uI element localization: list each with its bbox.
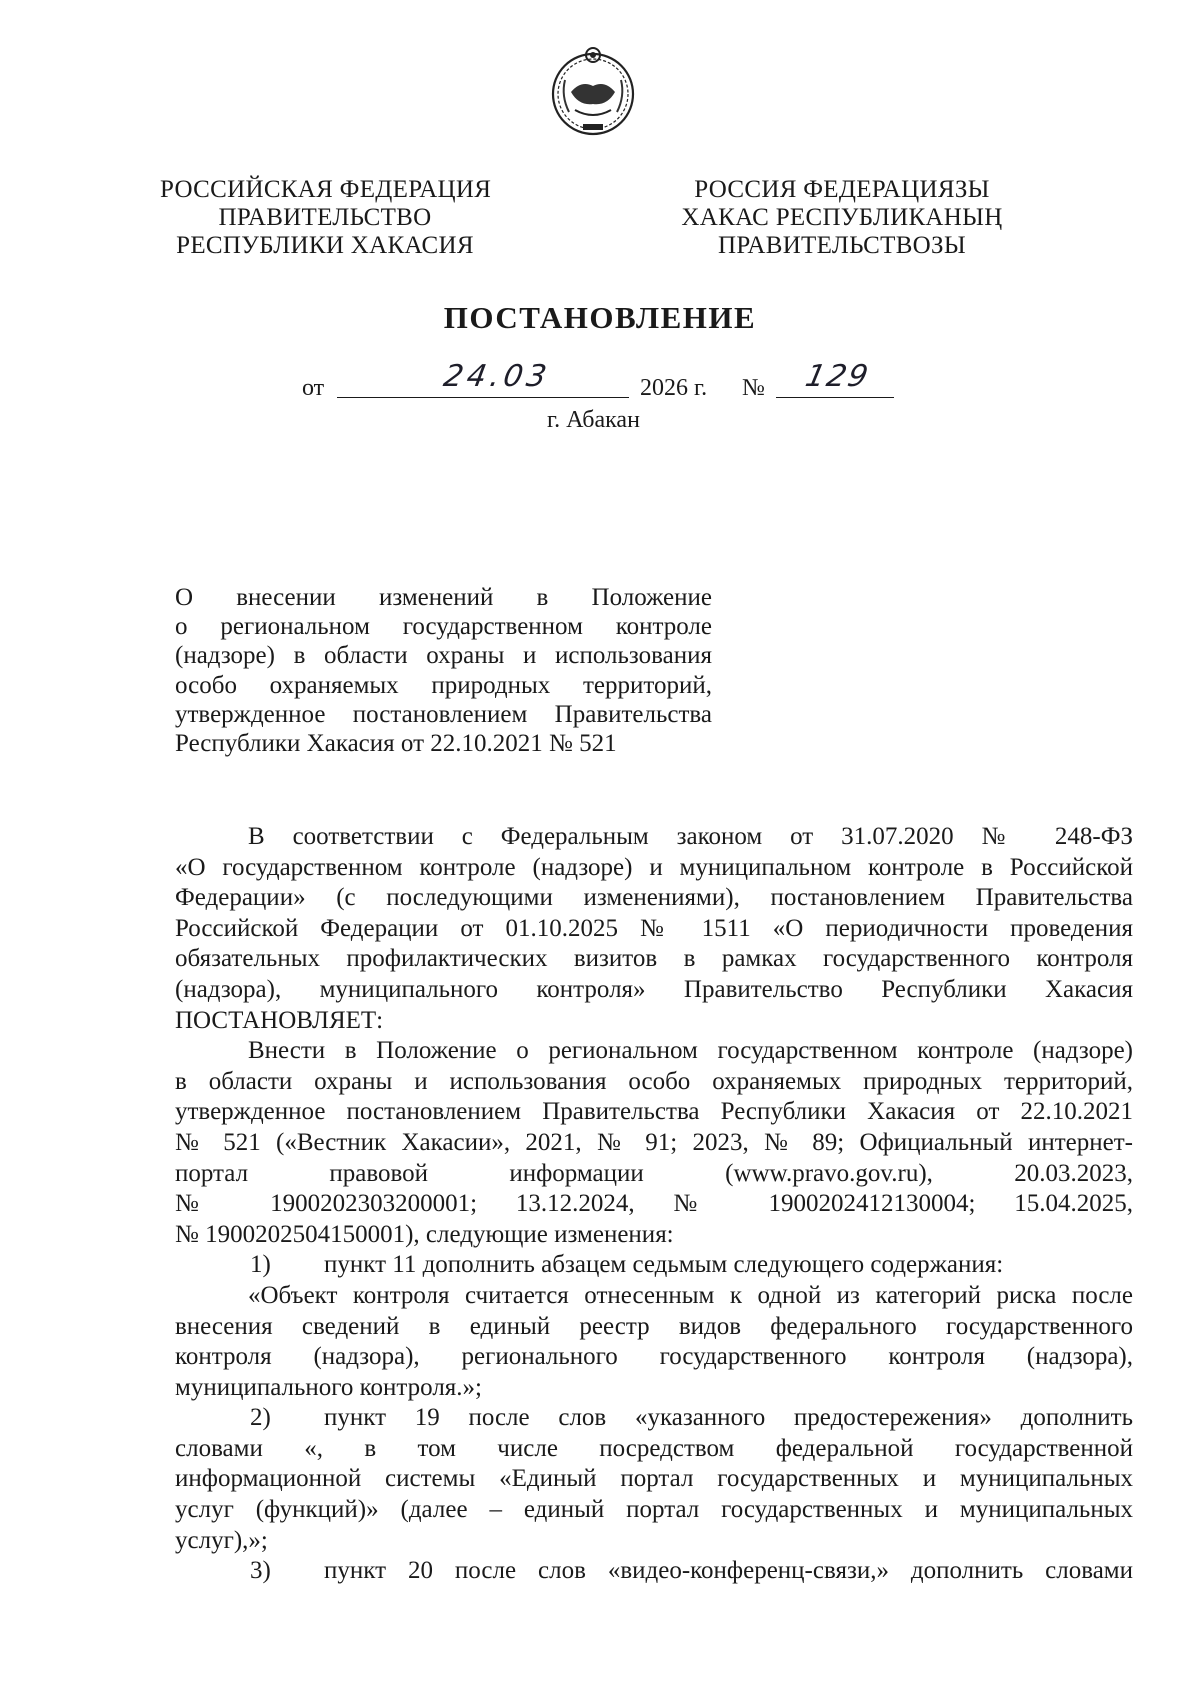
body-line: портал правовой информации (www.pravo.gov.ru), 20.03.2023, xyxy=(175,1159,1133,1187)
coat-of-arms-emblem xyxy=(545,40,641,140)
header-left-line: РОССИЙСКАЯ ФЕДЕРАЦИЯ xyxy=(160,176,492,203)
number-underline xyxy=(776,397,894,398)
subject-line: особо охраняемых природных территорий, xyxy=(175,671,712,699)
header-right-line: РОССИЯ ФЕДЕРАЦИЯЗЫ xyxy=(694,176,990,203)
body-line: «О государственном контроле (надзоре) и муниципальном контроле в Российской xyxy=(175,853,1133,881)
body-line: внесения сведений в единый реестр видов федерального государственного xyxy=(175,1312,1133,1340)
date-number-line xyxy=(0,359,1200,405)
body-line: № 1900202303200001; 13.12.2024, № 1900202412130004; 15.04.2025, xyxy=(175,1190,1133,1218)
city-name: г. Абакан xyxy=(547,407,640,433)
document-subject xyxy=(175,583,712,758)
body-line: Российской Федерации от 01.10.2025 № 1511 «О периодичности проведения xyxy=(175,914,1133,942)
body-line: «Объект контроля считается отнесенным к одной из категорий риска после xyxy=(248,1281,1133,1309)
body-line: Внести в Положение о региональном государственном контроле (надзоре) xyxy=(248,1037,1133,1065)
header-right-line: ХАКАС РЕСПУБЛИКАНЫҢ xyxy=(681,204,1003,231)
document-type-title: ПОСТАНОВЛЕНИЕ xyxy=(443,300,757,335)
header-left xyxy=(160,176,490,260)
subject-line: (надзоре) в области охраны и использования xyxy=(175,642,712,670)
item-number: 1) xyxy=(250,1251,271,1279)
body-line: муниципального контроля.»; xyxy=(175,1373,482,1401)
body-line: ПОСТАНОВЛЯЕТ: xyxy=(175,1006,384,1034)
body-line: обязательных профилактических визитов в рамках государственного контроля xyxy=(175,945,1133,973)
date-prefix: от xyxy=(302,375,325,401)
document-body xyxy=(175,822,1133,1587)
body-line: услуг (функций)» (далее – единый портал государственных и муниципальных xyxy=(175,1496,1133,1524)
item-text: пункт 11 дополнить абзацем седьмым следующего содержания: xyxy=(324,1251,1004,1279)
number-sign: № xyxy=(742,375,765,401)
body-line: контроля (надзора), регионального государственного контроля (надзора), xyxy=(175,1343,1133,1371)
body-line: № 1900202504150001), следующие изменения: xyxy=(175,1220,674,1248)
body-line: услуг),»; xyxy=(175,1526,268,1554)
body-line: (надзора), муниципального контроля» Правительство Республики Хакасия xyxy=(175,975,1133,1003)
list-item-3 xyxy=(175,1556,1133,1587)
date-underline xyxy=(337,397,629,398)
header-right-line: ПРАВИТЕЛЬСТВОЗЫ xyxy=(718,232,966,259)
body-line: утвержденное постановлением Правительства Республики Хакасия от 22.10.2021 xyxy=(175,1098,1133,1126)
item-text: пункт 19 после слов «указанного предостережения» дополнить xyxy=(324,1404,1133,1432)
handwritten-number: 129 xyxy=(802,359,873,394)
item-number: 2) xyxy=(250,1404,271,1432)
subject-line: Республики Хакасия от 22.10.2021 № 521 xyxy=(175,729,617,757)
year-label: 2026 г. xyxy=(640,375,708,401)
body-line: Федерации» (с последующими изменениями), постановлением Правительства xyxy=(175,884,1133,912)
item-text: пункт 20 после слов «видео-конференц-связи,» дополнить словами xyxy=(324,1557,1133,1585)
header-left-line: РЕСПУБЛИКИ ХАКАСИЯ xyxy=(176,232,474,259)
body-line: В соответствии с Федеральным законом от 31.07.2020 № 248-ФЗ xyxy=(248,823,1133,850)
item-number: 3) xyxy=(250,1557,271,1585)
subject-line: о региональном государственном контроле xyxy=(175,613,712,641)
handwritten-date: 24.03 xyxy=(440,359,553,394)
body-line: в области охраны и использования особо охраняемых природных территорий, xyxy=(175,1067,1133,1095)
subject-line: О внесении изменений в Положение xyxy=(175,584,712,611)
subject-line: утвержденное постановлением Правительства xyxy=(175,700,712,728)
body-line: словами «, в том числе посредством федеральной государственной xyxy=(175,1434,1133,1462)
list-item-1 xyxy=(175,1250,1133,1281)
header-right xyxy=(672,176,1012,260)
list-item-2 xyxy=(175,1403,1133,1434)
body-line: № 521 («Вестник Хакасии», 2021, № 91; 2023, № 89; Официальный интернет- xyxy=(175,1128,1133,1156)
body-line: информационной системы «Единый портал государственных и муниципальных xyxy=(175,1465,1133,1493)
header-left-line: ПРАВИТЕЛЬСТВО xyxy=(218,204,432,231)
